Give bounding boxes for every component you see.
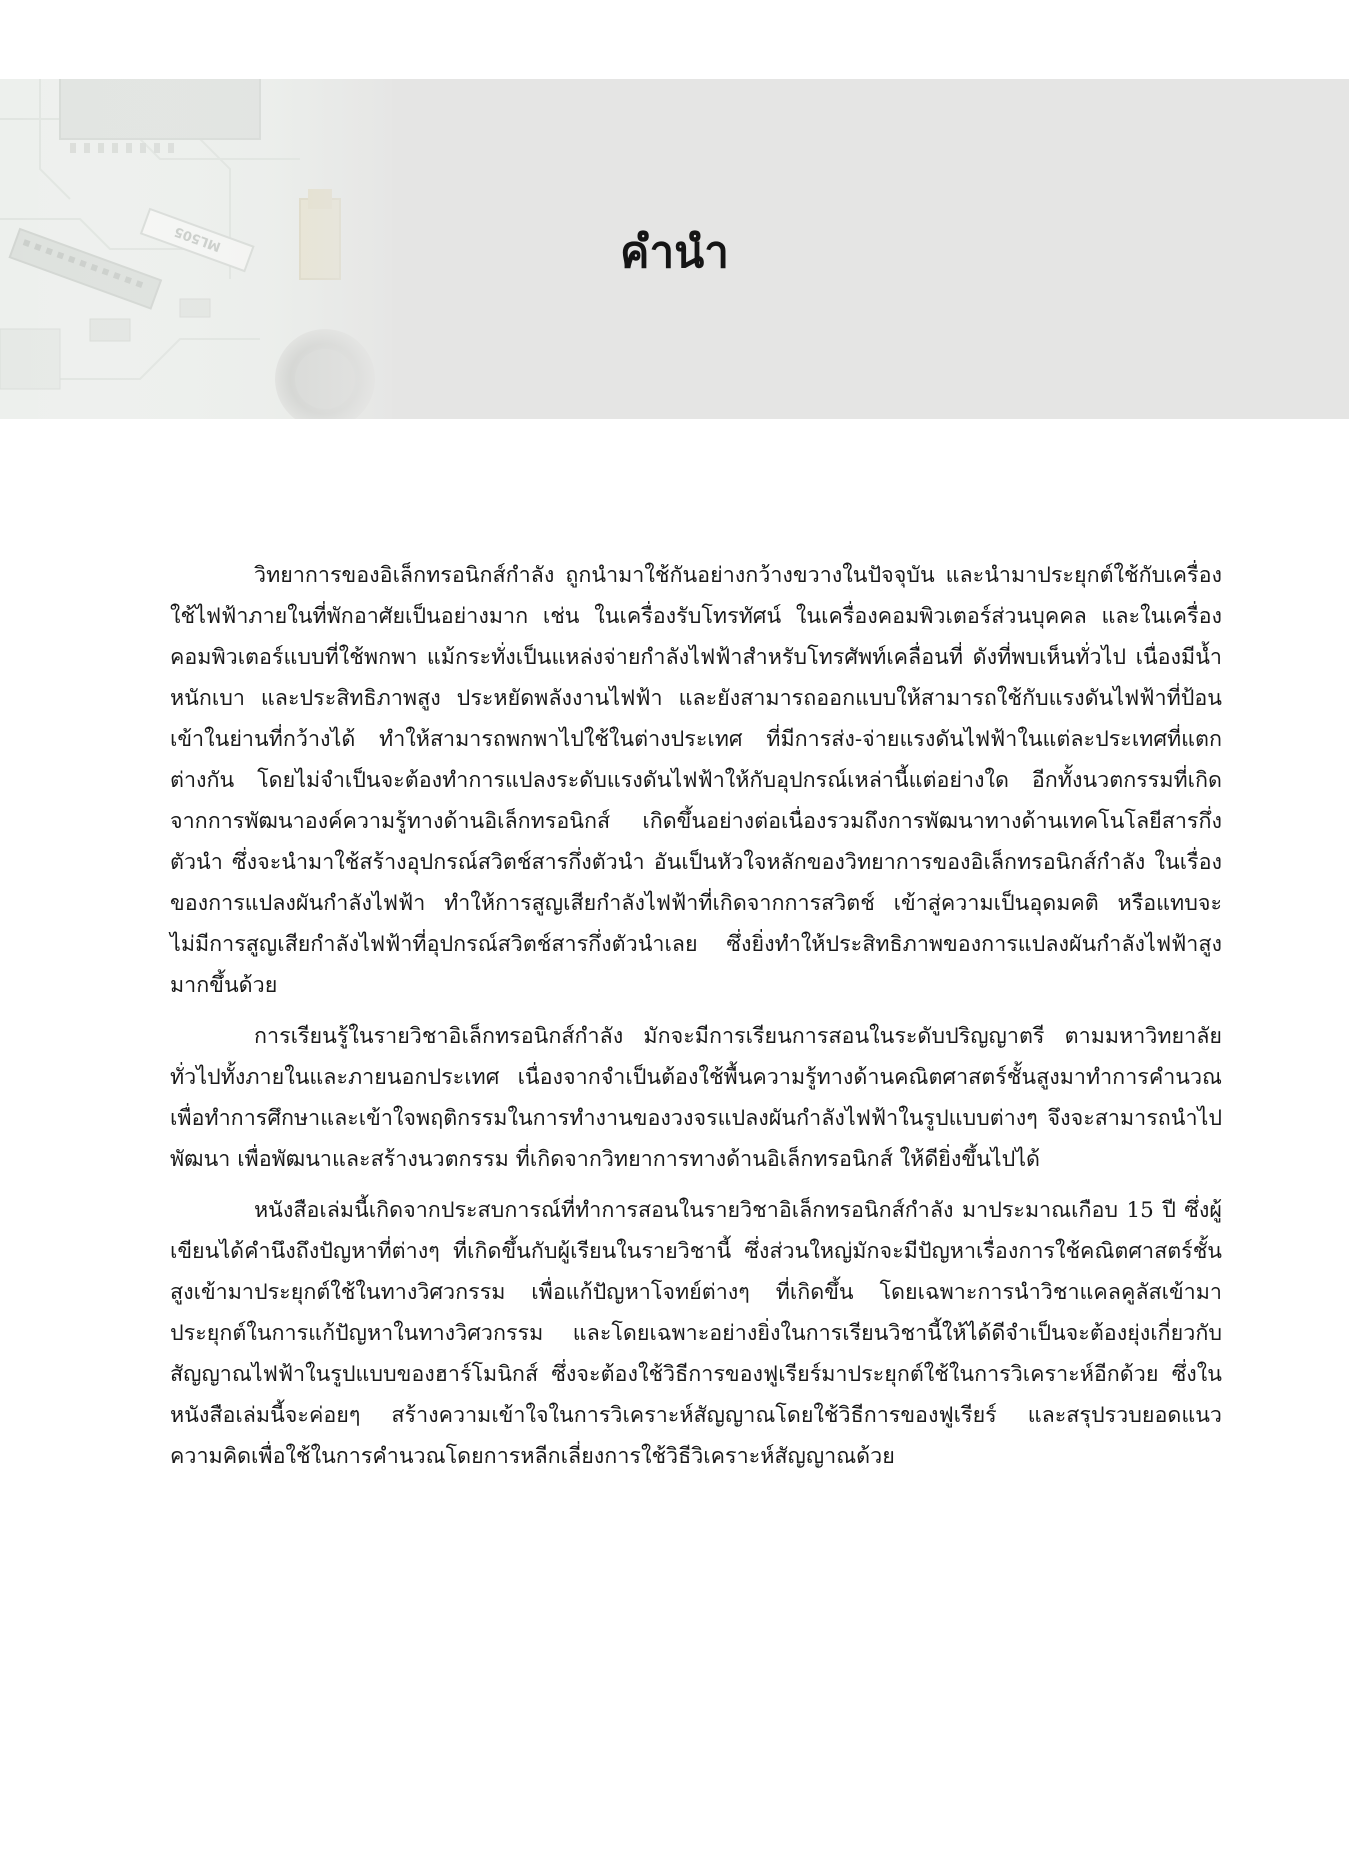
body-text	[170, 555, 1222, 1487]
paragraph: หนังสือเล่มนี้เกิดจากประสบการณ์ที่ทำการสอนในรายวิชาอิเล็กทรอนิกส์กำลัง มาประมาณเกือบ 15 ปี ซึ่งผู้เขียนได้คำนึงถึงปัญหาที่ต่างๆ ที่เกิดขึ้นกับผู้เรียนในรายวิชานี้ ซึ่งส่วนใหญ่มักจะมีปัญหาเรื่องการใช้คณิตศาสตร์ชั้นสูงเข้ามาประยุกต์ใช้ในทางวิศวกรรม เพื่อแก้ปัญหาโจทย์ต่างๆ ที่เกิดขึ้น โดยเฉพาะการนำวิชาแคลคูลัสเข้ามาประยุกต์ในการแก้ปัญหาในทางวิศวกรรม และโดยเฉพาะอย่างยิ่งในการเรียนวิชานี้ให้ได้ดีจำเป็นจะต้องยุ่งเกี่ยวกับสัญญาณไฟฟ้าในรูปแบบของฮาร์โมนิกส์ ซึ่งจะต้องใช้วิธีการของฟูเรียร์มาประยุกต์ใช้ในการวิเคราะห์อีกด้วย ซึ่งในหนังสือเล่มนี้จะค่อยๆ สร้างความเข้าใจในการวิเคราะห์สัญญาณโดยใช้วิธีการของฟูเรียร์ และสรุปรวบยอดแนวความคิดเพื่อใช้ในการคำนวณโดยการหลีกเลี่ยงการใช้วิธีวิเคราะห์สัญญาณด้วย	[170, 1198, 1222, 1469]
paragraph: การเรียนรู้ในรายวิชาอิเล็กทรอนิกส์กำลัง มักจะมีการเรียนการสอนในระดับปริญญาตรี ตามมหาวิทยาลัยทั่วไปทั้งภายในและภายนอกประเทศ เนื่องจากจำเป็นต้องใช้พื้นความรู้ทางด้านคณิตศาสตร์ชั้นสูงมาทำการคำนวณ เพื่อทำการศึกษาและเข้าใจพฤติกรรมในการทำงานของวงจรแปลงผันกำลังไฟฟ้าในรูปแบบต่างๆ จึงจะสามารถนำไปพัฒนา เพื่อพัฒนาและสร้างนวตกรรม ที่เกิดจากวิทยาการทางด้านอิเล็กทรอนิกส์ ให้ดียิ่งขึ้นไปได้	[170, 1024, 1222, 1172]
paragraph: วิทยาการของอิเล็กทรอนิกส์กำลัง ถูกนำมาใช้กันอย่างกว้างขวางในปัจจุบัน และนำมาประยุกต์ใช้กับเครื่องใช้ไฟฟ้าภายในที่พักอาศัยเป็นอย่างมาก เช่น ในเครื่องรับโทรทัศน์ ในเครื่องคอมพิวเตอร์ส่วนบุคคล และในเครื่องคอมพิวเตอร์แบบที่ใช้พกพา แม้กระทั่งเป็นแหล่งจ่ายกำลังไฟฟ้าสำหรับโทรศัพท์เคลื่อนที่ ดังที่พบเห็นทั่วไป เนื่องมีน้ำหนักเบา และประสิทธิภาพสูง ประหยัดพลังงานไฟฟ้า และยังสามารถออกแบบให้สามารถใช้กับแรงดันไฟฟ้าที่ป้อนเข้าในย่านที่กว้างได้ ทำให้สามารถพกพาไปใช้ในต่างประเทศ ที่มีการส่ง-จ่ายแรงดันไฟฟ้าในแต่ละประเทศที่แตกต่างกัน โดยไม่จำเป็นจะต้องทำการแปลงระดับแรงดันไฟฟ้าให้กับอุปกรณ์เหล่านี้แต่อย่างใด อีกทั้งนวตกรรมที่เกิดจากการพัฒนาองค์ความรู้ทางด้านอิเล็กทรอนิกส์ เกิดขึ้นอย่างต่อเนื่องรวมถึงการพัฒนาทางด้านเทคโนโลยีสารกึ่งตัวนำ ซึ่งจะนำมาใช้สร้างอุปกรณ์สวิตช์สารกึ่งตัวนำ อันเป็นหัวใจหลักของวิทยาการของอิเล็กทรอนิกส์กำลัง ในเรื่องของการแปลงผันกำลังไฟฟ้า ทำให้การสูญเสียกำลังไฟฟ้าที่เกิดจากการสวิตช์ เข้าสู่ความเป็นอุดมคติ หรือแทบจะไม่มีการสูญเสียกำลังไฟฟ้าที่อุปกรณ์สวิตช์สารกึ่งตัวนำเลย ซึ่งยิ่งทำให้ประสิทธิภาพของการแปลงผันกำลังไฟฟ้าสูงมากขึ้นด้วย	[170, 563, 1222, 998]
header-band	[0, 79, 1349, 419]
page-title: คำนำ	[620, 227, 729, 278]
